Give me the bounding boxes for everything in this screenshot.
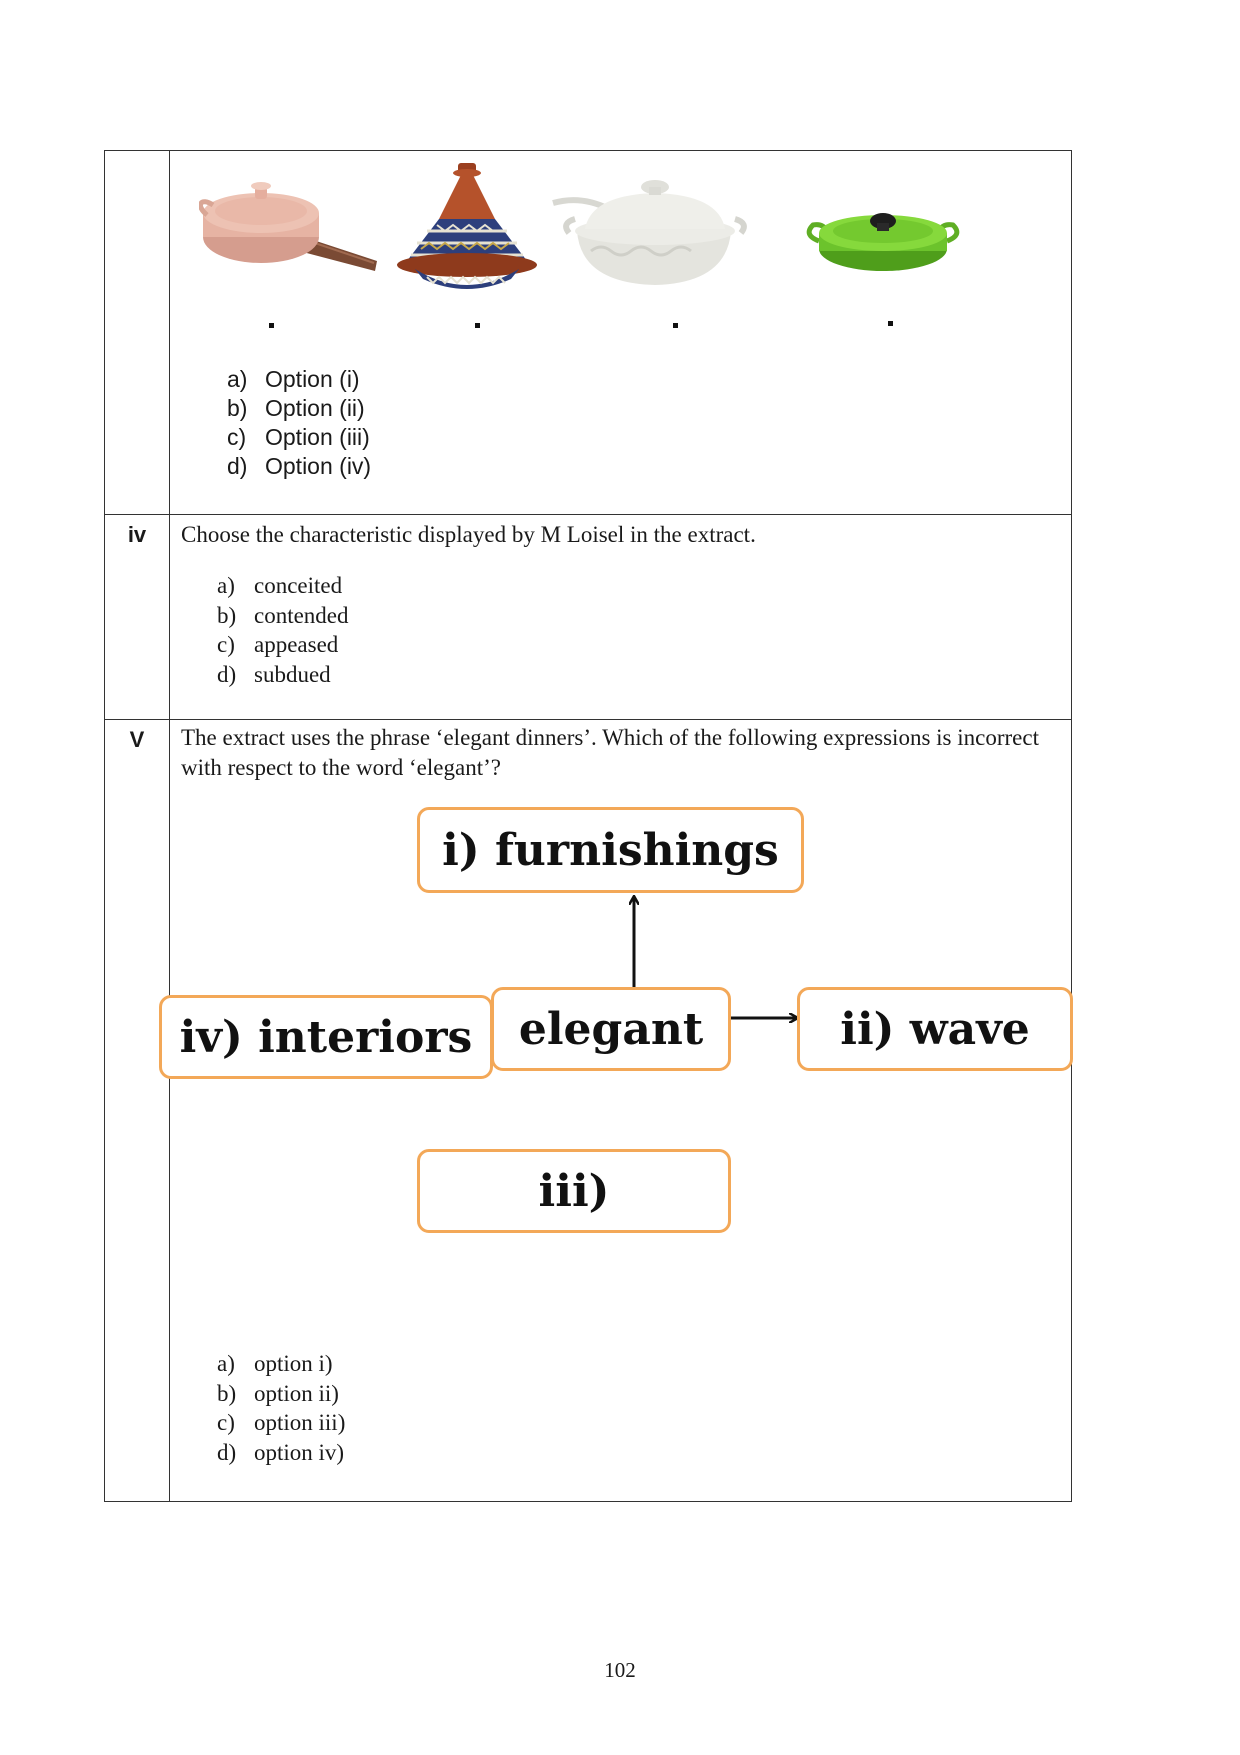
box-center: elegant <box>491 987 731 1071</box>
option-item[interactable]: a) option i) <box>217 1351 333 1376</box>
question3-options <box>227 365 371 481</box>
option-item[interactable]: a) conceited <box>217 573 343 598</box>
box-bottom: iii) <box>417 1149 731 1233</box>
tagine-pot-icon <box>387 161 547 296</box>
image-dot <box>269 323 274 328</box>
option-item[interactable]: a) Option (i) <box>227 366 360 392</box>
box-top: i) furnishings <box>417 807 804 893</box>
page-number: 102 <box>604 1658 636 1682</box>
option-item[interactable]: d) Option (iv) <box>227 453 372 479</box>
box-left: iv) interiors <box>159 995 493 1079</box>
option-item[interactable]: b) contended <box>217 602 349 628</box>
option-item[interactable]: c) Option (iii) <box>227 424 370 450</box>
row-divider <box>105 719 1071 720</box>
option-item[interactable]: b) Option (ii) <box>227 395 365 421</box>
option-item[interactable]: d) option iv) <box>217 1439 345 1465</box>
pink-frying-pan-icon <box>199 175 389 285</box>
option-item[interactable]: c) option iii) <box>217 1410 346 1435</box>
box-right: ii) wave <box>797 987 1073 1071</box>
question4-options <box>217 571 349 689</box>
image-dot <box>888 321 893 326</box>
column-divider <box>169 151 170 1501</box>
diagram-arrows <box>105 151 1073 1503</box>
image-dot <box>673 323 678 328</box>
question-number: V <box>129 727 145 752</box>
cookware-images <box>189 161 1049 341</box>
white-soup-tureen-icon <box>551 173 751 293</box>
word-web-diagram <box>105 151 1073 1503</box>
option-item[interactable]: b) option ii) <box>217 1380 339 1406</box>
image-dot <box>475 323 480 328</box>
option-item[interactable]: d) subdued <box>217 661 331 687</box>
question-number: iv <box>127 522 147 547</box>
question5-options <box>217 1349 345 1467</box>
question-table <box>104 150 1072 1502</box>
question-text: Choose the characteristic displayed by M Loisel in the extract. <box>181 522 756 547</box>
option-item[interactable]: c) appeased <box>217 632 339 657</box>
green-casserole-dish-icon <box>803 201 963 281</box>
question-text: The extract uses the phrase ‘elegant dinners’. Which of the following expressions is incorrect with respect to the word ‘elegant’? <box>181 725 1039 780</box>
